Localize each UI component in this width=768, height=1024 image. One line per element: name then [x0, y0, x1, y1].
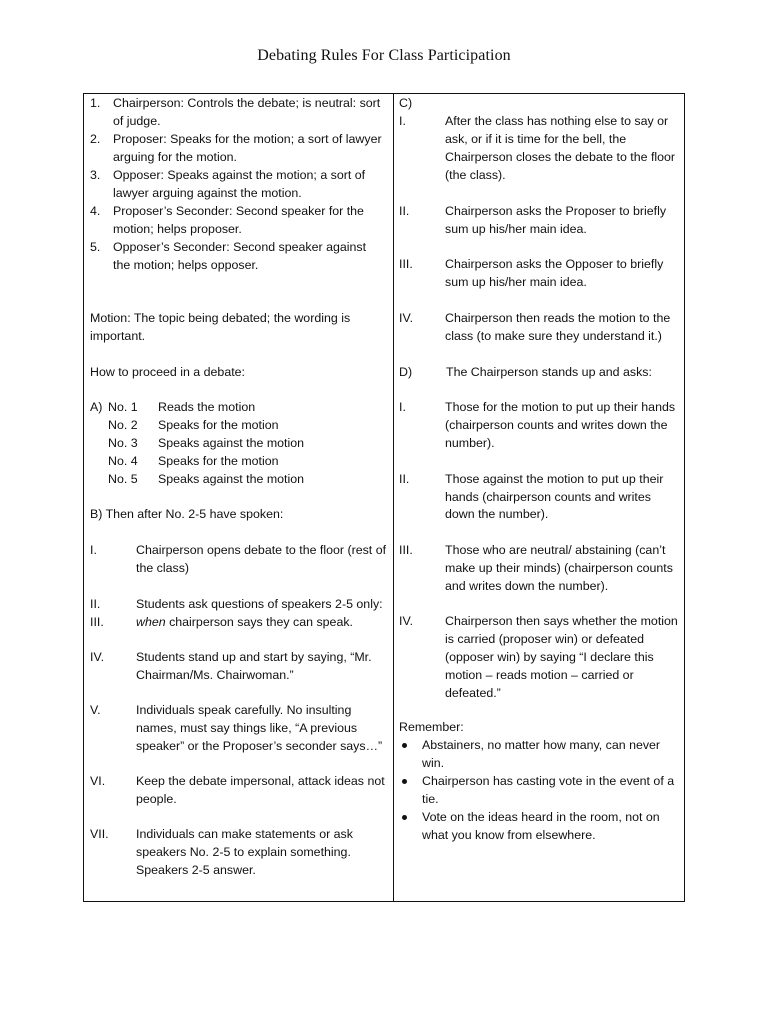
speaker-role: Reads the motion — [158, 400, 256, 414]
d-item-text: Those against the motion to put up their — [445, 472, 664, 486]
section-c-label: C) — [399, 96, 413, 110]
role-text: of judge. — [113, 114, 161, 128]
speaker-number: No. 4 — [108, 454, 138, 468]
document-title: Debating Rules For Class Participation — [257, 47, 511, 64]
role-number: 2. — [90, 132, 101, 146]
speaker-role: Speaks for the motion — [158, 418, 279, 432]
d-item-text: number). — [445, 436, 495, 450]
b-item-text: speakers No. 2-5 to explain something. — [136, 845, 351, 859]
motion-definition: Motion: The topic being debated; the wording is — [90, 311, 351, 325]
remember-heading: Remember: — [399, 720, 464, 734]
d-item-text: hands (chairperson counts and writes — [445, 490, 651, 504]
b-item-text: Individuals speak carefully. No insulting — [136, 703, 352, 717]
role-number: 1. — [90, 96, 101, 110]
emphasis-when: when — [136, 615, 170, 629]
speaker-role: Speaks for the motion — [158, 454, 279, 468]
b-item-text: Chairperson opens debate to the floor (rest of — [136, 543, 387, 557]
role-text: arguing for the motion. — [113, 150, 237, 164]
role-number: 5. — [90, 240, 101, 254]
remember-item: Vote on the ideas heard in the room, not on — [422, 810, 660, 824]
speaker-number: No. 1 — [108, 400, 138, 414]
role-text: Opposer’s Seconder: Second speaker against — [113, 240, 367, 254]
d-item-number: IV. — [399, 614, 414, 628]
d-item-text: down the number). — [445, 507, 549, 521]
d-item-text: defeated.” — [445, 686, 501, 700]
b-item-text: Speakers 2-5 answer. — [136, 863, 256, 877]
b-item-text-rest: chairperson says they can speak. — [169, 615, 353, 629]
speaker-role: Speaks against the motion — [158, 436, 305, 450]
d-item-text: Chairperson then says whether the motion — [445, 614, 678, 628]
c-item-text: ask, or if it is time for the bell, the — [445, 132, 627, 146]
c-item-text: Chairperson asks the Opposer to briefly — [445, 257, 664, 271]
remember-item: Chairperson has casting vote in the event of a — [422, 774, 675, 788]
d-item-text: (opposer win) by saying “I declare this — [445, 650, 654, 664]
role-number: 4. — [90, 204, 101, 218]
role-text: Chairperson: Controls the debate; is neutral: sort — [113, 96, 381, 110]
b-item-text: speaker” or the Proposer’s seconder says…” — [136, 739, 383, 753]
b-item-number: II. — [90, 597, 101, 611]
d-item-number: II. — [399, 472, 410, 486]
c-item-text: After the class has nothing else to say or — [445, 114, 669, 128]
speaker-number: No. 5 — [108, 472, 138, 486]
b-item-text: the class) — [136, 561, 190, 575]
c-item-number: I. — [399, 114, 406, 128]
c-item-number: III. — [399, 257, 413, 271]
column-divider — [393, 94, 394, 901]
speaker-number: No. 2 — [108, 418, 138, 432]
d-item-number: I. — [399, 400, 406, 414]
c-item-text: sum up his/her main idea. — [445, 275, 587, 289]
c-item-text: sum up his/her main idea. — [445, 222, 587, 236]
c-item-text: Chairperson then reads the motion to the — [445, 311, 671, 325]
d-item-text: make up their minds) (chairperson counts — [445, 561, 673, 575]
proceed-heading: How to proceed in a debate: — [90, 365, 245, 379]
b-item-text: Keep the debate impersonal, attack ideas not — [136, 774, 385, 788]
role-number: 3. — [90, 168, 101, 182]
c-item-text: (the class). — [445, 168, 506, 182]
b-item-text: Students ask questions of speakers 2-5 only: — [136, 597, 383, 611]
b-item-text: Students stand up and start by saying, “Mr. — [136, 650, 372, 664]
role-text: Proposer’s Seconder: Second speaker for the — [113, 204, 364, 218]
d-item-text: is carried (proposer win) or defeated — [445, 632, 645, 646]
b-item-text — [136, 613, 353, 631]
remember-item: tie. — [422, 792, 439, 806]
b-item-number: V. — [90, 703, 101, 717]
b-item-text: names, must say things like, “A previous — [136, 721, 358, 735]
d-item-text: motion – reads motion – carried or — [445, 668, 634, 682]
bullet-icon — [402, 815, 407, 820]
b-item-number: IV. — [90, 650, 105, 664]
d-item-number: III. — [399, 543, 413, 557]
b-item-text: people. — [136, 792, 177, 806]
b-item-number: VII. — [90, 827, 109, 841]
remember-item: win. — [422, 756, 445, 770]
c-item-text: Chairperson closes the debate to the floor — [445, 150, 676, 164]
b-item-number: I. — [90, 543, 97, 557]
speaker-number: No. 3 — [108, 436, 138, 450]
remember-item: Abstainers, no matter how many, can never — [422, 738, 661, 752]
section-d-label: D) — [399, 365, 413, 379]
role-text: Opposer: Speaks against the motion; a sort of — [113, 168, 366, 182]
section-d-heading: The Chairperson stands up and asks: — [446, 365, 652, 379]
rules-table — [83, 93, 685, 902]
d-item-text: Those for the motion to put up their hands — [445, 400, 676, 414]
role-text: motion; helps proposer. — [113, 222, 242, 236]
d-item-text: (chairperson counts and writes down the — [445, 418, 668, 432]
b-item-number: VI. — [90, 774, 106, 788]
remember-item: what you know from elsewhere. — [422, 828, 596, 842]
d-item-text: Those who are neutral/ abstaining (can’t — [445, 543, 666, 557]
c-item-text: Chairperson asks the Proposer to briefly — [445, 204, 667, 218]
speaker-role: Speaks against the motion — [158, 472, 305, 486]
role-text: lawyer arguing against the motion. — [113, 186, 302, 200]
section-b-heading: B) Then after No. 2-5 have spoken: — [90, 507, 284, 521]
role-text: the motion; helps opposer. — [113, 258, 259, 272]
b-item-text: Individuals can make statements or ask — [136, 827, 353, 841]
bullet-icon — [402, 779, 407, 784]
b-item-number: III. — [90, 615, 104, 629]
section-a-label: A) — [90, 400, 103, 414]
motion-definition: important. — [90, 329, 146, 343]
c-item-text: class (to make sure they understand it.) — [445, 329, 662, 343]
b-item-text: Chairman/Ms. Chairwoman.” — [136, 668, 294, 682]
c-item-number: IV. — [399, 311, 414, 325]
bullet-icon — [402, 743, 407, 748]
c-item-number: II. — [399, 204, 410, 218]
role-text: Proposer: Speaks for the motion; a sort of lawyer — [113, 132, 382, 146]
d-item-text: and writes down the number). — [445, 579, 609, 593]
